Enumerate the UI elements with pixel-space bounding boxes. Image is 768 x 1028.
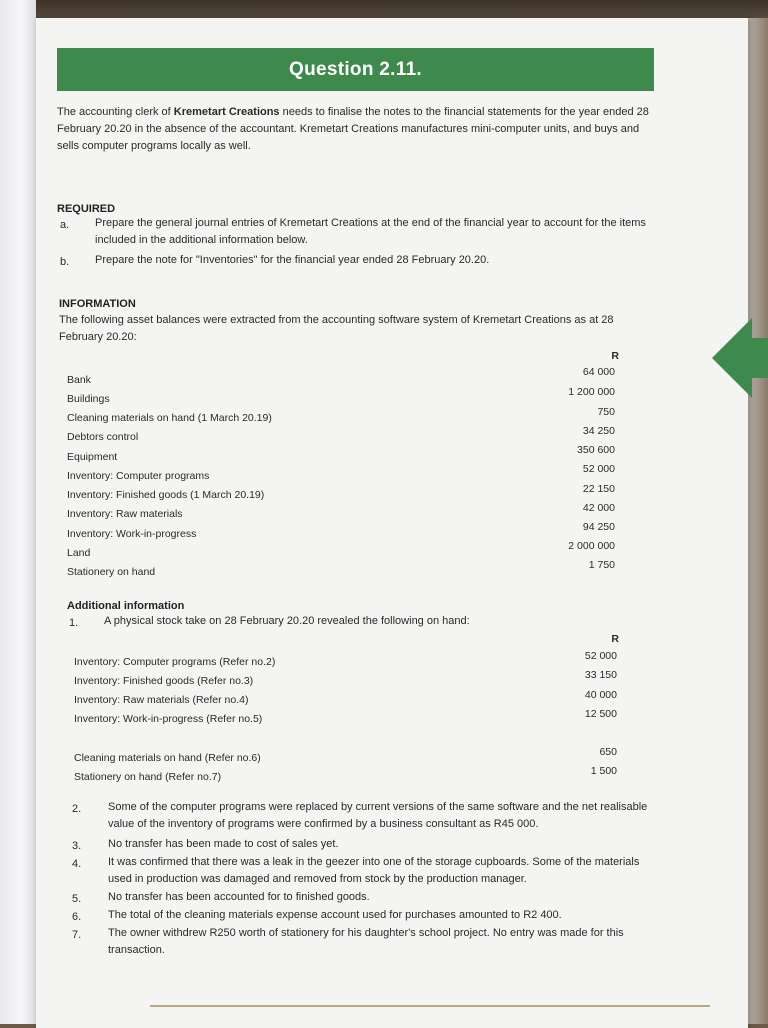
stock-value: 33 150 xyxy=(584,669,617,681)
additional-marker-1: 1. xyxy=(69,617,79,629)
book-right-edge xyxy=(748,18,768,1024)
balance-value: 42 000 xyxy=(582,502,615,514)
balance-value: 52 000 xyxy=(582,463,615,475)
balance-value: 350 600 xyxy=(577,444,615,456)
required-marker-b: b. xyxy=(60,256,70,268)
intro-paragraph xyxy=(57,104,657,155)
stock-label: Inventory: Work-in-progress (Refer no.5) xyxy=(74,713,263,725)
balance-value: 750 xyxy=(597,406,615,418)
balance-value: 34 250 xyxy=(582,425,615,437)
note-marker: 2. xyxy=(72,803,82,815)
page-tab-marker xyxy=(712,318,752,398)
stock-label: Inventory: Computer programs (Refer no.2) xyxy=(74,656,276,668)
balance-label: Land xyxy=(67,547,91,559)
balance-label: Bank xyxy=(67,374,91,386)
balance-label: Inventory: Finished goods (1 March 20.19) xyxy=(67,489,265,501)
additional-item-1: A physical stock take on 28 February 20.20 revealed the following on hand: xyxy=(104,615,470,627)
balance-label: Buildings xyxy=(67,393,110,405)
information-currency-header: R xyxy=(611,350,619,362)
note-marker: 5. xyxy=(72,893,82,905)
stock-value: 12 500 xyxy=(584,708,617,720)
note-text: The owner withdrew R250 worth of stationery for his daughter's school project. No entry was made for this transaction. xyxy=(108,927,624,956)
balance-label: Inventory: Work-in-progress xyxy=(67,528,197,540)
question-title: Question 2.11. xyxy=(288,58,423,80)
balance-label: Cleaning materials on hand (1 March 20.19) xyxy=(67,412,272,424)
note-marker: 3. xyxy=(72,840,82,852)
balance-value: 2 000 000 xyxy=(568,540,615,552)
balance-label: Stationery on hand xyxy=(67,566,156,578)
required-item-a: Prepare the general journal entries of Kremetart Creations at the end of the financial year to account for the items included in the additional information below. xyxy=(95,217,646,246)
additional-heading: Additional information xyxy=(67,600,185,612)
stock-value: 40 000 xyxy=(584,689,617,701)
stock-label: Cleaning materials on hand (Refer no.6) xyxy=(74,752,261,764)
note-text: Some of the computer programs were replaced by current versions of the same software and the net realisable value of the inventory of programs were confirmed by a business consultant as R45 000. xyxy=(108,801,648,830)
stock-value: 52 000 xyxy=(584,650,617,662)
required-item-b: Prepare the note for "Inventories" for the financial year ended 28 February 20.20. xyxy=(95,254,490,266)
balance-value: 22 150 xyxy=(582,483,615,495)
bottom-rule xyxy=(150,1005,710,1007)
stock-value: 1 500 xyxy=(590,765,617,777)
note-marker: 7. xyxy=(72,929,82,941)
stock-label: Inventory: Raw materials (Refer no.4) xyxy=(74,694,249,706)
note-text: The total of the cleaning materials expense account used for purchases amounted to R2 400. xyxy=(108,909,562,921)
intro-after: needs to finalise the notes to the financial statements for the year ended 28 February 20.20 in the absence of the accountant. Kremetart Creations manufactures mini-computer units, and buys and sells computer programs locally as well. xyxy=(57,106,649,152)
balance-value: 94 250 xyxy=(582,521,615,533)
stock-value: 650 xyxy=(599,746,617,758)
balance-label: Inventory: Computer programs xyxy=(67,470,210,482)
required-marker-a: a. xyxy=(60,219,70,231)
stock-currency-header: R xyxy=(611,633,619,645)
adjacent-page-edge xyxy=(0,0,36,1024)
note-text: No transfer has been made to cost of sales yet. xyxy=(108,838,339,850)
balance-value: 1 750 xyxy=(588,559,615,571)
balance-label: Inventory: Raw materials xyxy=(67,508,183,520)
balance-value: 64 000 xyxy=(582,366,615,378)
intro-before: The accounting clerk of xyxy=(57,106,174,118)
stock-label: Inventory: Finished goods (Refer no.3) xyxy=(74,675,254,687)
note-text: It was confirmed that there was a leak in the geezer into one of the storage cupboards. Some of the materials used in production was damaged and removed from stock by the production manager. xyxy=(108,856,640,885)
balance-value: 1 200 000 xyxy=(568,386,615,398)
balance-label: Debtors control xyxy=(67,431,139,443)
required-heading: REQUIRED xyxy=(57,203,116,215)
balance-label: Equipment xyxy=(67,451,118,463)
question-title-banner xyxy=(57,48,654,91)
information-heading: INFORMATION xyxy=(59,298,136,310)
note-marker: 4. xyxy=(72,858,82,870)
information-text: The following asset balances were extracted from the accounting software system of Kremetart Creations as at 28 February 20.20: xyxy=(59,314,614,343)
page-tab-marker-fill xyxy=(752,338,768,378)
intro-company: Kremetart Creations xyxy=(173,106,280,118)
note-text: No transfer has been accounted for to finished goods. xyxy=(108,891,370,903)
note-marker: 6. xyxy=(72,911,82,923)
stock-label: Stationery on hand (Refer no.7) xyxy=(74,771,222,783)
